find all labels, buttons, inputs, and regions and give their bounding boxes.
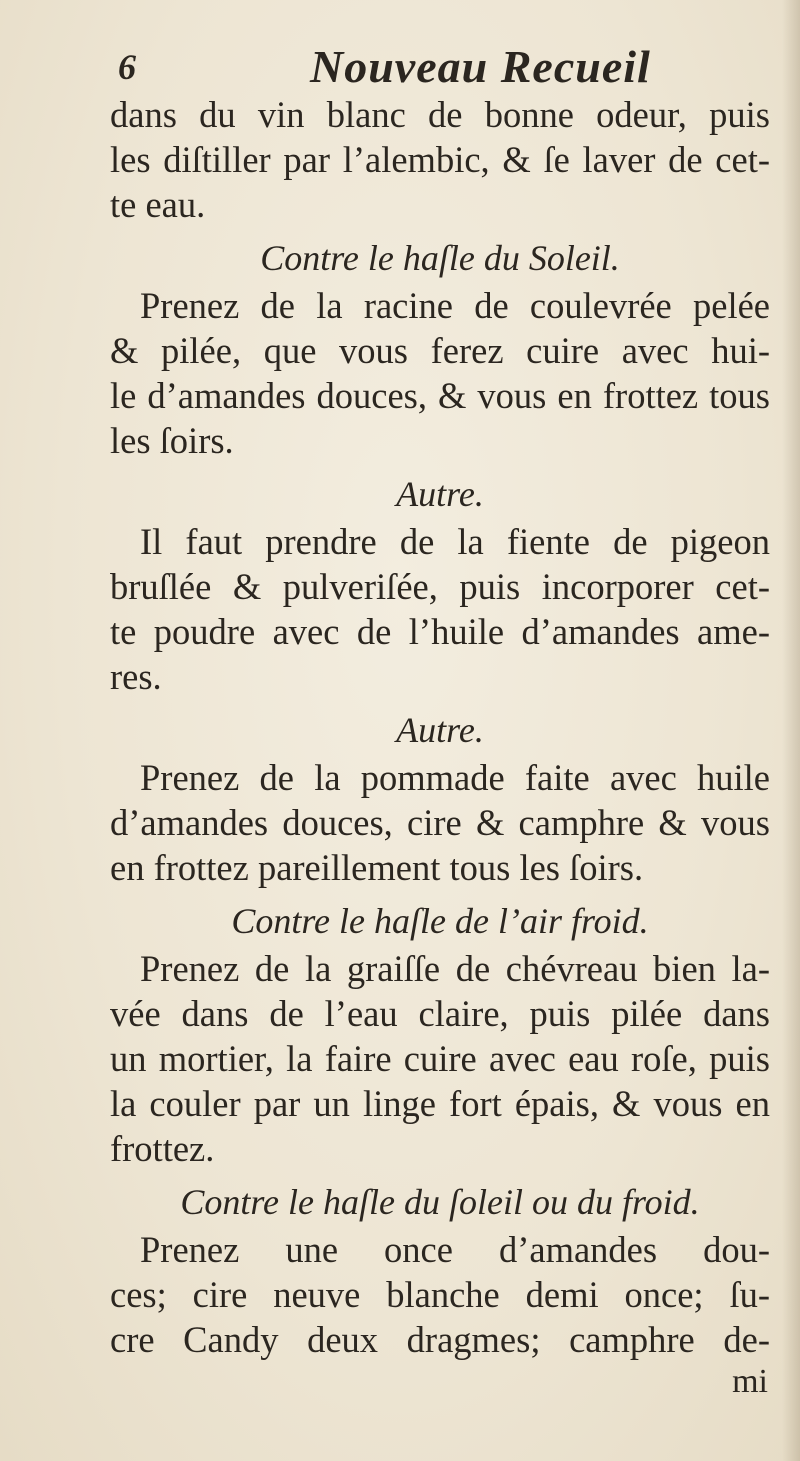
text-line: Prenez de la racine de coulevrée pelée	[140, 285, 770, 326]
text-line: dans du vin blanc de bonne odeur, puis	[110, 94, 770, 135]
text-line: les ſoirs.	[110, 420, 234, 461]
section-heading: Contre le haſle du ſoleil ou du froid.	[180, 1182, 700, 1222]
text-line: en frottez pareillement tous les ſoirs.	[110, 847, 644, 888]
section-heading: Contre le haſle de l’air froid.	[231, 901, 649, 941]
page-edge-shadow	[782, 0, 800, 1461]
catchword: mi	[732, 1363, 768, 1400]
section-heading: Autre.	[396, 710, 484, 750]
text-line: te poudre avec de l’huile d’amandes ame-	[110, 611, 770, 652]
section-heading: Autre.	[396, 474, 484, 514]
text-line: res.	[110, 656, 162, 697]
text-line: Prenez une once d’amandes dou-	[140, 1229, 770, 1270]
text-line: vée dans de l’eau claire, puis pilée dans	[110, 993, 770, 1034]
main-text	[110, 92, 770, 1402]
text-line: te eau.	[110, 184, 206, 225]
text-line: & pilée, que vous ferez cuire avec hui-	[110, 330, 770, 371]
text-line: Prenez de la pommade faite avec huile	[140, 757, 770, 798]
text-line: frottez.	[110, 1128, 215, 1169]
text-line: la couler par un linge fort épais, & vous en	[110, 1083, 770, 1124]
page-number: 6	[118, 47, 136, 87]
section-heading: Contre le haſle du Soleil.	[260, 238, 620, 278]
text-line: Il faut prendre de la fiente de pigeon	[140, 521, 770, 562]
text-line: les diſtiller par l’alembic, & ſe laver de cet-	[110, 139, 770, 180]
running-title: Nouveau Recueil	[310, 41, 651, 92]
text-line: bruſlée & pulveriſée, puis incorporer cet-	[110, 566, 770, 607]
text-line: d’amandes douces, cire & camphre & vous	[110, 802, 770, 843]
text-line: un mortier, la faire cuire avec eau roſe, puis	[110, 1038, 770, 1079]
text-line: ces; cire neuve blanche demi once; ſu-	[110, 1274, 770, 1315]
text-line: cre Candy deux dragmes; camphre de-	[110, 1319, 770, 1360]
page-header	[110, 40, 690, 100]
text-line: le d’amandes douces, & vous en frottez tous	[110, 375, 770, 416]
text-line: Prenez de la graiſſe de chévreau bien la-	[140, 948, 770, 989]
